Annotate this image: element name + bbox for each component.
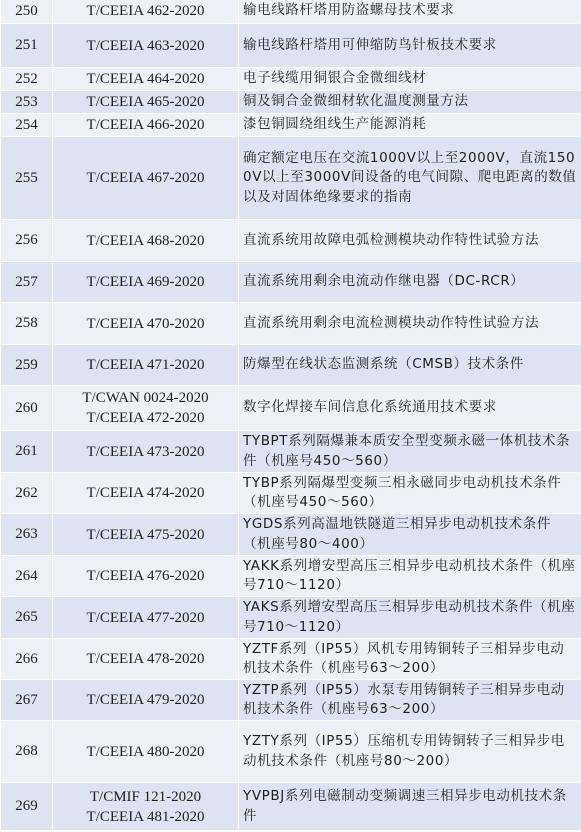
row-number: 269 (1, 783, 53, 831)
standard-code-line: T/CMIF 121-2020 (89, 788, 202, 805)
table-row (1, 514, 581, 556)
table-row (1, 721, 581, 783)
standard-code-line: T/CEEIA 478-2020 (86, 651, 205, 667)
standard-name: YGDS系列高温地铁隧道三相异步电动机技术条件（机座号80～400） (239, 514, 581, 556)
standard-name: YZTF系列（IP55）风机专用铸铜转子三相异步电动机技术条件（机座号63～200） (239, 639, 581, 680)
row-number: 259 (1, 345, 53, 386)
standard-name: 直流系统用故障电弧检测模块动作特性试验方法 (239, 220, 581, 262)
row-number: 260 (1, 386, 53, 431)
standard-code (53, 262, 239, 303)
standard-code-line: T/CEEIA 481-2020 (86, 808, 205, 825)
standard-code (53, 345, 239, 386)
standard-name: 防爆型在线状态监测系统（CMSB）技术条件 (239, 345, 581, 386)
row-number: 255 (1, 137, 53, 220)
standard-code-line: T/CEEIA 480-2020 (86, 743, 205, 760)
standard-code (53, 24, 239, 68)
standard-name: 确定额定电压在交流1000V以上至2000V，直流1500V以上至3000V间设备的电气间隙、爬电距离的数值以及对固体绝缘要求的指南 (239, 137, 581, 220)
table-row (1, 783, 581, 831)
row-number: 256 (1, 220, 53, 262)
table-row (1, 303, 581, 345)
row-number: 266 (1, 639, 53, 680)
standard-code-line: T/CEEIA 477-2020 (86, 609, 205, 626)
table-row (1, 0, 581, 24)
standard-code-line: T/CEEIA 475-2020 (86, 526, 205, 543)
standard-code-line: T/CEEIA 473-2020 (86, 443, 205, 460)
standard-code (53, 0, 239, 24)
standard-code-line: T/CEEIA 471-2020 (86, 357, 205, 373)
standard-name: TYBP系列隔爆型变频三相永磁同步电动机技术条件（机座号450～560） (239, 473, 581, 514)
standard-code (53, 303, 239, 345)
standard-name: 输电线路杆塔用可伸缩防鸟针板技术要求 (239, 24, 581, 68)
row-number: 261 (1, 431, 53, 473)
standard-name: YAKS系列增安型高压三相异步电动机技术条件（机座号710～1120） (239, 597, 581, 639)
row-number: 268 (1, 721, 53, 783)
standard-code (53, 597, 239, 639)
row-number: 265 (1, 597, 53, 639)
standard-code (53, 114, 239, 137)
standard-code-line: T/CEEIA 464-2020 (86, 71, 205, 87)
row-number: 252 (1, 68, 53, 91)
row-number: 263 (1, 514, 53, 556)
row-number: 264 (1, 556, 53, 597)
standard-name: 数字化焊接车间信息化系统通用技术要求 (239, 386, 581, 431)
table-row (1, 680, 581, 721)
standard-code (53, 431, 239, 473)
standard-code-line: T/CEEIA 468-2020 (86, 232, 205, 249)
standard-code-line: T/CEEIA 463-2020 (86, 37, 205, 54)
standard-code-line: T/CEEIA 474-2020 (86, 485, 205, 501)
standard-code-line: T/CEEIA 479-2020 (86, 692, 205, 708)
table-row (1, 597, 581, 639)
standard-code-line: T/CEEIA 476-2020 (86, 568, 205, 584)
standard-name: YZTP系列（IP55）水泵专用铸铜转子三相异步电动机技术条件（机座号63～200） (239, 680, 581, 721)
standard-name: TYBPT系列隔爆兼本质安全型变频永磁一体机技术条件（机座号450～560） (239, 431, 581, 473)
standard-name: YAKK系列增安型高压三相异步电动机技术条件（机座号710～1120） (239, 556, 581, 597)
standard-code-line: T/CEEIA 470-2020 (86, 315, 205, 332)
row-number: 267 (1, 680, 53, 721)
standard-name: 电子线缆用铜银合金微细线材 (239, 68, 581, 91)
table-row (1, 345, 581, 386)
table-row (1, 91, 581, 114)
table-row (1, 473, 581, 514)
table-row (1, 68, 581, 91)
standard-name: YZTY系列（IP55）压缩机专用铸铜转子三相异步电动机技术条件（机座号80～200） (239, 721, 581, 783)
standard-code (53, 556, 239, 597)
table-row (1, 386, 581, 431)
standard-name: 输电线路杆塔用防盗螺母技术要求 (239, 0, 581, 24)
row-number: 262 (1, 473, 53, 514)
standard-code (53, 137, 239, 220)
standard-name: 漆包铜圆绕组线生产能源消耗 (239, 114, 581, 137)
standard-code (53, 91, 239, 114)
standard-code (53, 68, 239, 91)
table-row (1, 639, 581, 680)
row-number: 257 (1, 262, 53, 303)
standard-code (53, 386, 239, 431)
table-row (1, 24, 581, 68)
standard-code-line: T/CEEIA 465-2020 (86, 94, 205, 110)
row-number: 251 (1, 24, 53, 68)
standard-name: YVPBJ系列电磁制动变频调速三相异步电动机技术条件 (239, 783, 581, 831)
standard-code-line: T/CEEIA 472-2020 (86, 410, 205, 426)
standard-code (53, 783, 239, 831)
standard-name: 铜及铜合金微细材软化温度测量方法 (239, 91, 581, 114)
row-number: 253 (1, 91, 53, 114)
row-number: 258 (1, 303, 53, 345)
table-row (1, 220, 581, 262)
standard-code (53, 680, 239, 721)
row-number: 250 (1, 0, 53, 24)
standard-code (53, 220, 239, 262)
standard-code-line: T/CEEIA 469-2020 (86, 274, 205, 290)
table-row (1, 431, 581, 473)
standard-code-line: T/CEEIA 462-2020 (86, 3, 205, 19)
standard-code-line: T/CWAN 0024-2020 (82, 390, 209, 406)
standard-code (53, 514, 239, 556)
standard-code (53, 473, 239, 514)
standard-code (53, 639, 239, 680)
standard-name: 直流系统用剩余电流动作继电器（DC-RCR） (239, 262, 581, 303)
table-row (1, 137, 581, 220)
row-number: 254 (1, 114, 53, 137)
table-row (1, 556, 581, 597)
standard-name: 直流系统用剩余电流检测模块动作特性试验方法 (239, 303, 581, 345)
standard-code-line: T/CEEIA 466-2020 (86, 117, 205, 133)
table-row (1, 114, 581, 137)
standard-code (53, 721, 239, 783)
standard-code-line: T/CEEIA 467-2020 (86, 170, 205, 186)
table-row (1, 262, 581, 303)
